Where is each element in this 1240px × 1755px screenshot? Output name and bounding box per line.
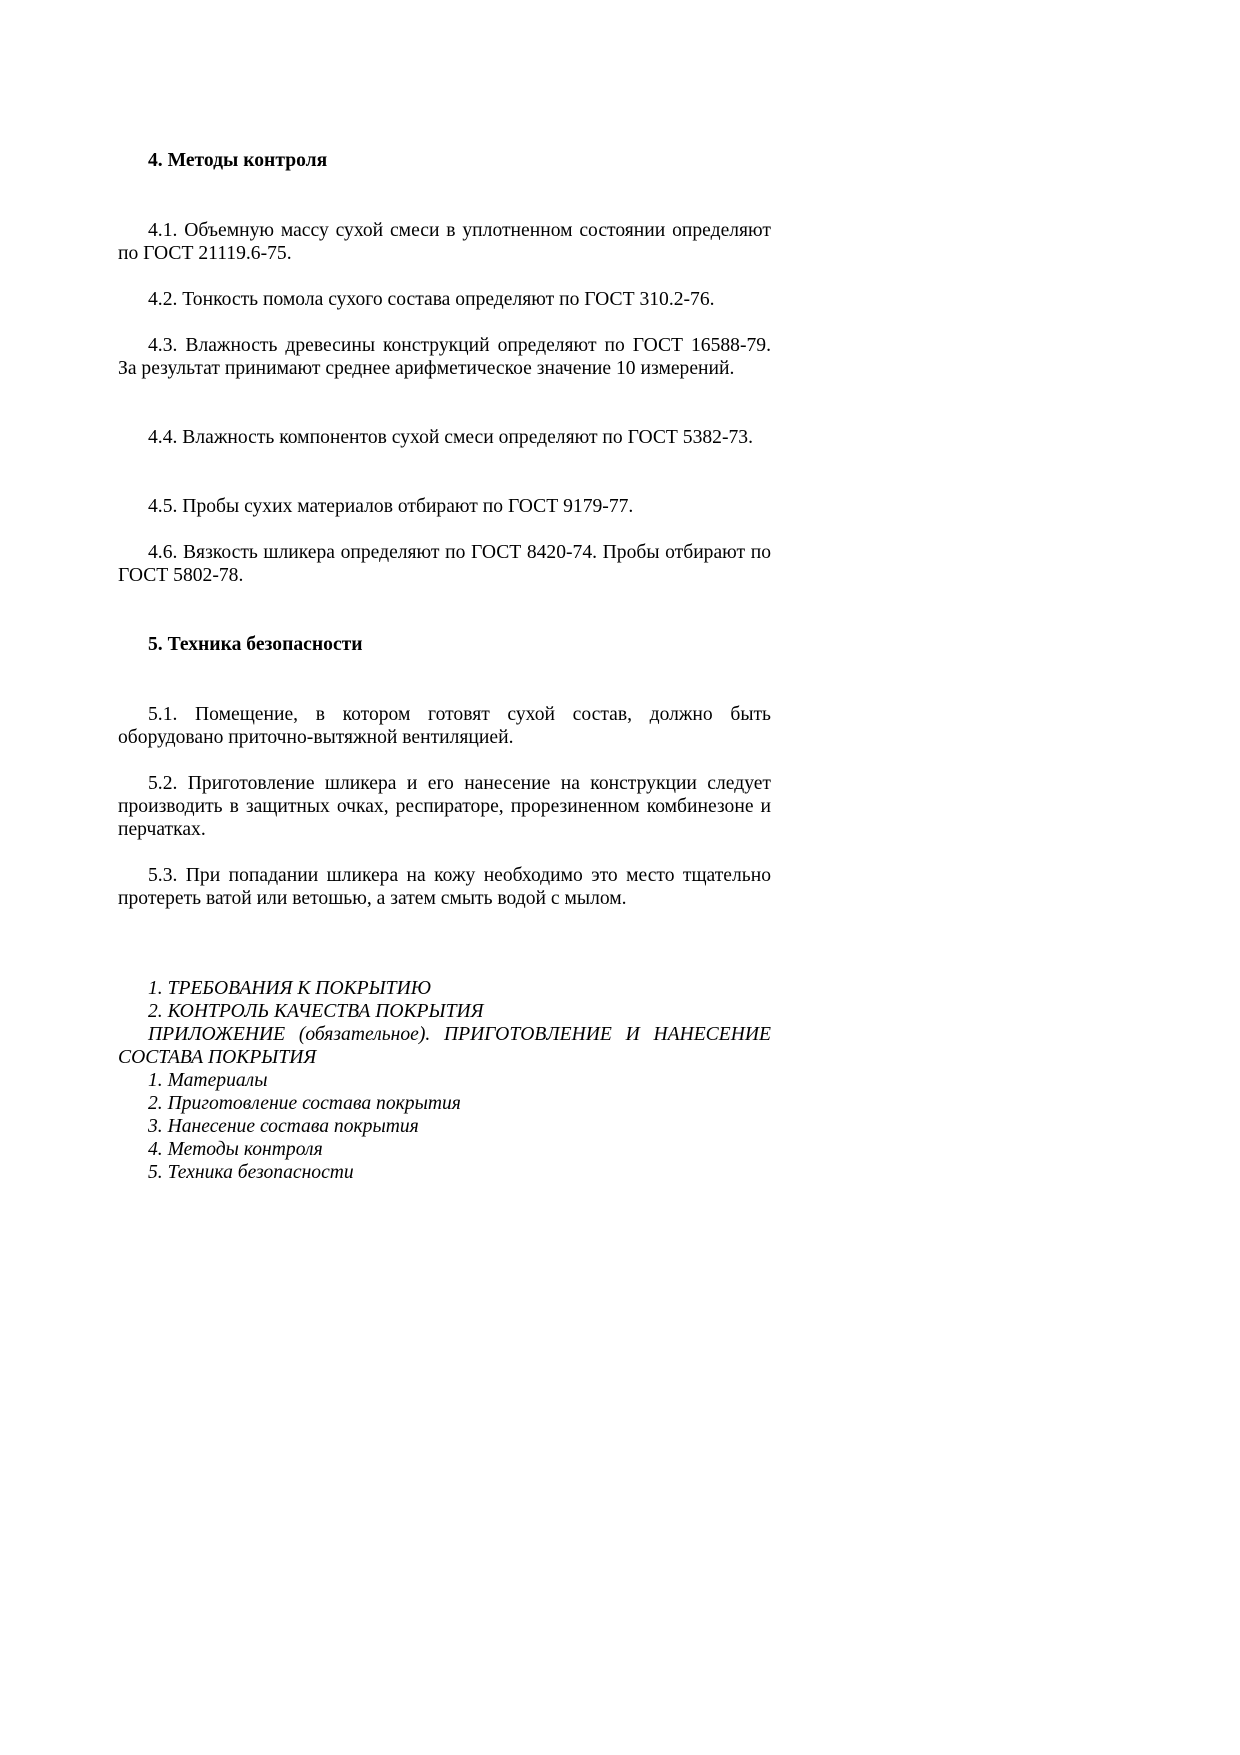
paragraph-4-1: 4.1. Объемную массу сухой смеси в уплотненном состоянии определяют по ГОСТ 21119.6-75. (118, 220, 771, 264)
paragraph-5-1: 5.1. Помещение, в котором готовят сухой состав, должно быть оборудовано приточно-вытяжной вентиляцией. (118, 704, 771, 748)
paragraph-4-5: 4.5. Пробы сухих материалов отбирают по ГОСТ 9179-77. (148, 496, 634, 517)
paragraph-4-6: 4.6. Вязкость шликера определяют по ГОСТ 8420-74. Пробы отбирают по ГОСТ 5802-78. (118, 542, 771, 586)
toc-item[interactable]: 1. Материалы (148, 1070, 268, 1091)
paragraph-4-4: 4.4. Влажность компонентов сухой смеси определяют по ГОСТ 5382-73. (148, 427, 753, 448)
paragraph-4-3: 4.3. Влажность древесины конструкций определяют по ГОСТ 16588-79. За результат принимают среднее арифметическое значение 10 измерений. (118, 335, 771, 379)
toc-item[interactable]: ПРИЛОЖЕНИЕ (обязательное). ПРИГОТОВЛЕНИЕ И НАНЕСЕНИЕ СОСТАВА ПОКРЫТИЯ (118, 1024, 771, 1068)
toc-item[interactable]: 1. ТРЕБОВАНИЯ К ПОКРЫТИЮ (148, 978, 431, 999)
toc-item[interactable]: 2. Приготовление состава покрытия (148, 1093, 461, 1114)
paragraph-5-3: 5.3. При попадании шликера на кожу необходимо это место тщательно протереть ватой или ветошью, а затем смыть водой с мылом. (118, 865, 771, 909)
toc-item[interactable]: 4. Методы контроля (148, 1139, 323, 1160)
section-4-heading: 4. Методы контроля (148, 150, 328, 171)
paragraph-5-2: 5.2. Приготовление шликера и его нанесение на конструкции следует производить в защитных очках, респираторе, прорезиненном комбинезоне и перчатках. (118, 773, 771, 840)
toc-item[interactable]: 3. Нанесение состава покрытия (148, 1116, 419, 1137)
toc-item[interactable]: 2. КОНТРОЛЬ КАЧЕСТВА ПОКРЫТИЯ (148, 1001, 484, 1022)
section-5-heading: 5. Техника безопасности (148, 634, 363, 655)
paragraph-4-2: 4.2. Тонкость помола сухого состава определяют по ГОСТ 310.2-76. (148, 289, 715, 310)
table-of-contents (118, 977, 771, 1184)
toc-item[interactable]: 5. Техника безопасности (148, 1162, 354, 1183)
